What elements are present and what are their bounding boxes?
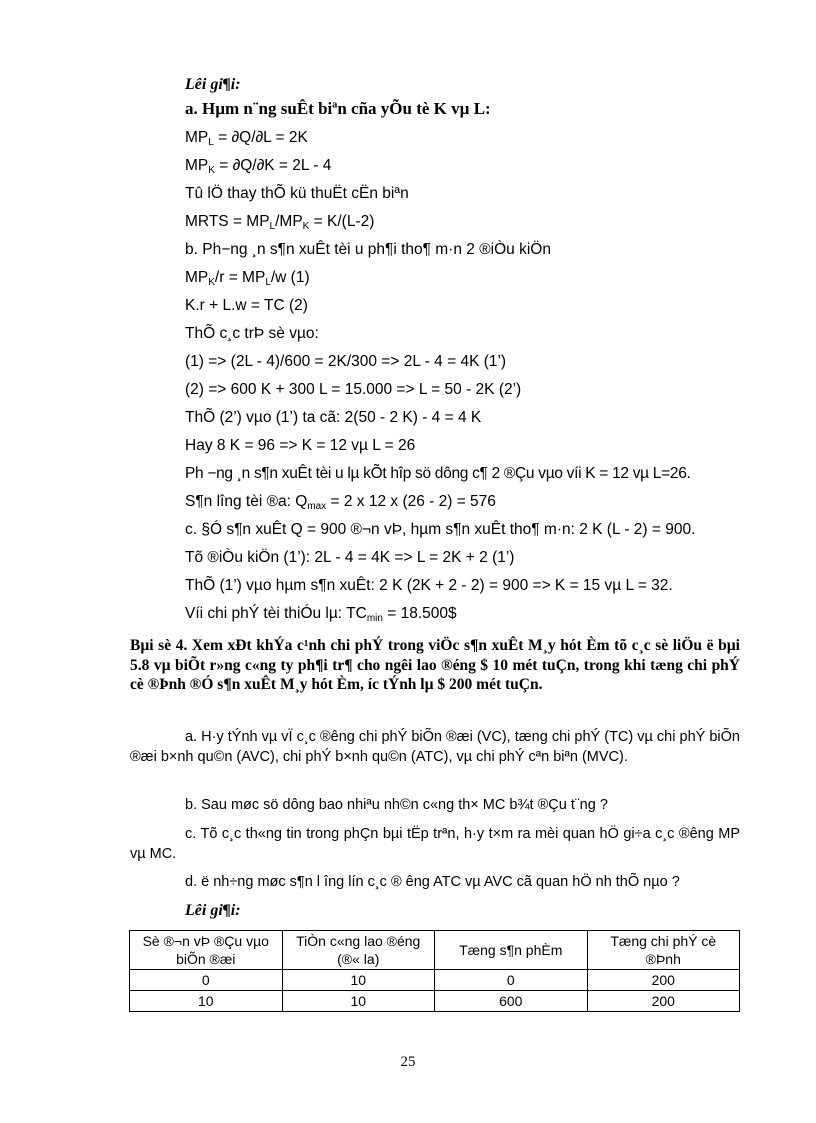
table-cell: 0 (435, 970, 588, 991)
table-cell: 200 (587, 970, 740, 991)
question-d: d. ë nh÷ng møc s¶n l îng lín c¸c ® êng ATC vµ AVC cã quan hÖ nh thÕ nµo ? (185, 874, 680, 890)
condition-2: K.r + L.w = TC (2) (185, 297, 308, 314)
table-cell: 10 (282, 970, 435, 991)
mrts-text: Tû lÖ thay thÕ kü thuËt cËn biªn (185, 185, 409, 202)
part-c-text: c. §Ó s¶n xuÊt Q = 900 ®¬n vÞ, hµm s¶n xuÊt tho¶ m·n: 2 K (L - 2) = 900. (185, 521, 696, 538)
table-cell: 0 (130, 970, 283, 991)
problem-4-statement: Bµi sè 4. Xem xÐt khÝa c¹nh chi phÝ trong viÖc s¶n xuÊt M¸y hót Èm tõ c¸c sè liÖu ë bµi 5.8 vµ biÕt r»ng c«ng ty ph¶i tr¶ cho ngêi lao ®éng $ 10 mét tuÇn, trong khi tæng chi phÝ cè ®Þnh ®Ó s¶n xuÊt M¸y hót Èm, íc tÝnh lµ $ 200 mét tuÇn. (130, 637, 740, 693)
header-total-product: Tæng s¶n phÈm (435, 931, 588, 970)
equation-4: Hay 8 K = 96 => K = 12 vµ L = 26 (185, 437, 416, 454)
table-cell: 10 (282, 991, 435, 1012)
header-wage: TiÒn c«ng lao ®éng (®« la) (282, 931, 435, 970)
equation-3: ThÕ (2’) vµo (1’) ta cã: 2(50 - 2 K) - 4 = 4 K (185, 409, 482, 426)
solution-label: Lêi gi¶i: (185, 76, 241, 93)
equation-2: (2) => 600 K + 300 L = 15.000 => L = 50 - 2K (2’) (185, 381, 522, 398)
header-total-fixed-cost: Tæng chi phÝ cè ®Þnh (587, 931, 740, 970)
solution-label-2: Lêi gi¶i: (185, 902, 241, 919)
mrts-equation: MRTS = $MP_L/MP_K = K/(L-2)$ (185, 213, 375, 232)
question-a: a. H·y tÝnh vµ vÏ c¸c ®êng chi phÝ biÕn ®æi (VC), tæng chi phÝ (TC) vµ chi phÝ biÕn ®æi b×nh qu©n (AVC), chi phÝ b×nh qu©n (ATC), vµ chi phÝ cªn biªn (MVC). (130, 729, 740, 765)
part-a-heading: a. Hµm n¨ng suÊt biªn cña yÕu tè K vµ L: (185, 99, 491, 118)
equation-6: Tõ ®iÒu kiÖn (1’): 2L - 4 = 4K => L = 2K + 2 (1’) (185, 549, 515, 566)
optimal-plan-text: Ph −ng ¸n s¶n xuÊt tèi u lµ kÕt hîp sö dông c¶ 2 ®Çu vµo víi K = 12 vµ L=26. (185, 465, 691, 482)
table-cell: 10 (130, 991, 283, 1012)
table-header-row (130, 931, 740, 970)
condition-1: $MP_K/r = MP_L/w$ (1) (185, 269, 310, 288)
tcmin-equation: Víi chi phÝ tèi thiÓu lµ: $TC_{min}$ = 18.500$ (185, 605, 457, 624)
substitution-text: ThÕ c¸c trÞ sè vµo: (185, 325, 319, 342)
question-b: b. Sau møc sö dông bao nhiªu nh©n c«ng th× MC b¾t ®Çu t¨ng ? (185, 797, 608, 813)
question-c: c. Tõ c¸c th«ng tin trong phÇn bµi tËp trªn, h·y t×m ra mèi quan hÖ gi÷a c¸c ®êng MP vµ MC. (130, 826, 740, 862)
mpl-equation: $MP_L = \partial Q/\partial L = 2K$ (185, 129, 308, 148)
equation-7: ThÕ (1’) vµo hµm s¶n xuÊt: 2 K (2K + 2 - 2) = 900 => K = 15 vµ L = 32. (185, 577, 673, 594)
table-cell: 600 (435, 991, 588, 1012)
qmax-equation: S¶n lîng tèi ®a: $Q_{max} = 2$ x 12 x (26 - 2) = 576 (185, 493, 496, 512)
table-row (130, 970, 740, 991)
part-b-text: b. Ph−ng ¸n s¶n xuÊt tèi u ph¶i tho¶ m·n 2 ®iÒu kiÖn (185, 241, 551, 258)
equation-1: (1) => (2L - 4)/600 = 2K/300 => 2L - 4 = 4K (1’) (185, 353, 507, 370)
mpk-equation: $MP_K = \partial Q/\partial K = 2L - 4$ (185, 157, 332, 176)
table-row (130, 991, 740, 1012)
page-number: 25 (400, 1054, 416, 1070)
cost-table (129, 930, 740, 1012)
table-cell: 200 (587, 991, 740, 1012)
header-variable-input-units: Sè ®¬n vÞ ®Çu vµo biÕn ®æi (130, 931, 283, 970)
